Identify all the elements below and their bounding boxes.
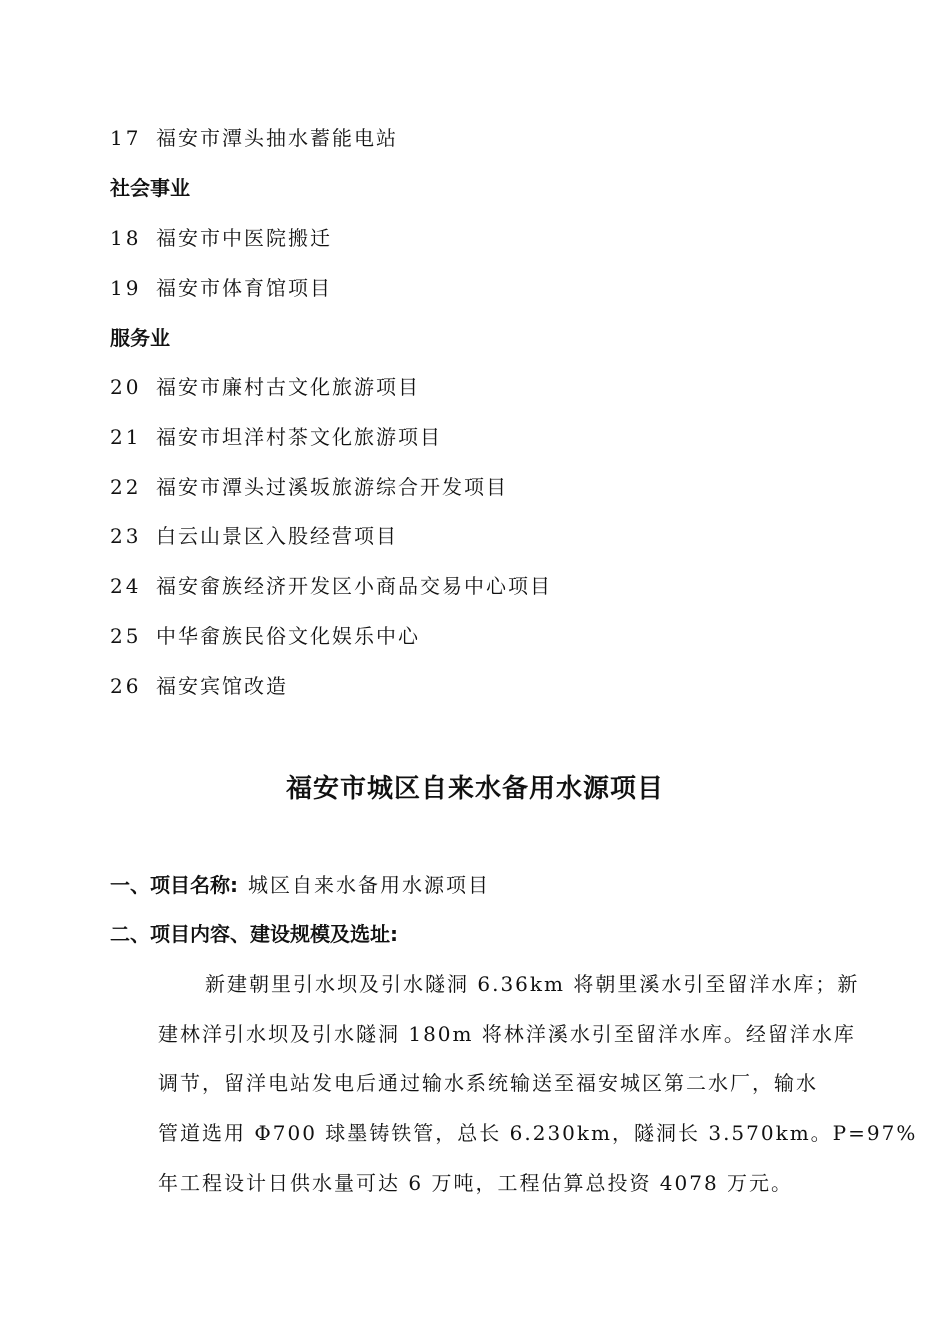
paragraph-line: 新建朝里引水坝及引水隧洞 6.36km 将朝里溪水引至留洋水库；新 xyxy=(205,972,860,996)
item-text: 福安市潭头抽水蓄能电站 xyxy=(156,126,398,150)
paragraph-line: 建林洋引水坝及引水隧洞 180m 将林洋溪水引至留洋水库。经留洋水库 xyxy=(158,1022,856,1046)
item-number: 21 xyxy=(110,425,142,449)
section-title: 福安市城区自来水备用水源项目 xyxy=(285,774,664,804)
item-text: 福安市体育馆项目 xyxy=(156,276,332,300)
item-number: 26 xyxy=(110,674,142,698)
list-item xyxy=(110,573,552,599)
item-number: 22 xyxy=(110,475,142,499)
item-number: 20 xyxy=(110,375,142,399)
item-text: 中华畲族民俗文化娱乐中心 xyxy=(156,624,420,648)
category-heading-social: 社会事业 xyxy=(110,176,190,200)
item-number: 23 xyxy=(110,524,142,548)
item-number: 19 xyxy=(110,276,142,300)
item-number: 25 xyxy=(110,624,142,648)
item-text: 福安市潭头过溪坂旅游综合开发项目 xyxy=(156,475,508,499)
item-number: 18 xyxy=(110,226,142,250)
list-item xyxy=(110,225,332,251)
list-item xyxy=(110,523,398,549)
project-content-field xyxy=(110,921,398,947)
item-text: 福安宾馆改造 xyxy=(156,674,288,698)
project-name-label: 一、项目名称: xyxy=(110,873,238,897)
item-text: 福安畲族经济开发区小商品交易中心项目 xyxy=(156,574,552,598)
project-name-field xyxy=(110,872,490,898)
list-item xyxy=(110,623,420,649)
item-text: 福安市坦洋村茶文化旅游项目 xyxy=(156,425,442,449)
item-text: 白云山景区入股经营项目 xyxy=(156,524,398,548)
list-item xyxy=(110,125,398,151)
item-number: 24 xyxy=(110,574,142,598)
list-item xyxy=(110,275,332,301)
category-heading-service: 服务业 xyxy=(110,326,170,350)
list-item xyxy=(110,424,442,450)
item-text: 福安市廉村古文化旅游项目 xyxy=(156,375,420,399)
list-item xyxy=(110,374,420,400)
project-content-label: 二、项目内容、建设规模及选址: xyxy=(110,922,398,946)
project-name-value: 城区自来水备用水源项目 xyxy=(248,873,490,897)
paragraph-line: 调节，留洋电站发电后通过输水系统输送至福安城区第二水厂，输水 xyxy=(158,1071,818,1095)
item-text: 福安市中医院搬迁 xyxy=(156,226,332,250)
item-number: 17 xyxy=(110,126,142,150)
paragraph-line: 管道选用 Φ700 球墨铸铁管，总长 6.230km，隧洞长 3.570km。P=97% xyxy=(158,1121,918,1145)
list-item xyxy=(110,474,508,500)
list-item xyxy=(110,673,288,699)
paragraph-line: 年工程设计日供水量可达 6 万吨，工程估算总投资 4078 万元。 xyxy=(158,1171,794,1195)
